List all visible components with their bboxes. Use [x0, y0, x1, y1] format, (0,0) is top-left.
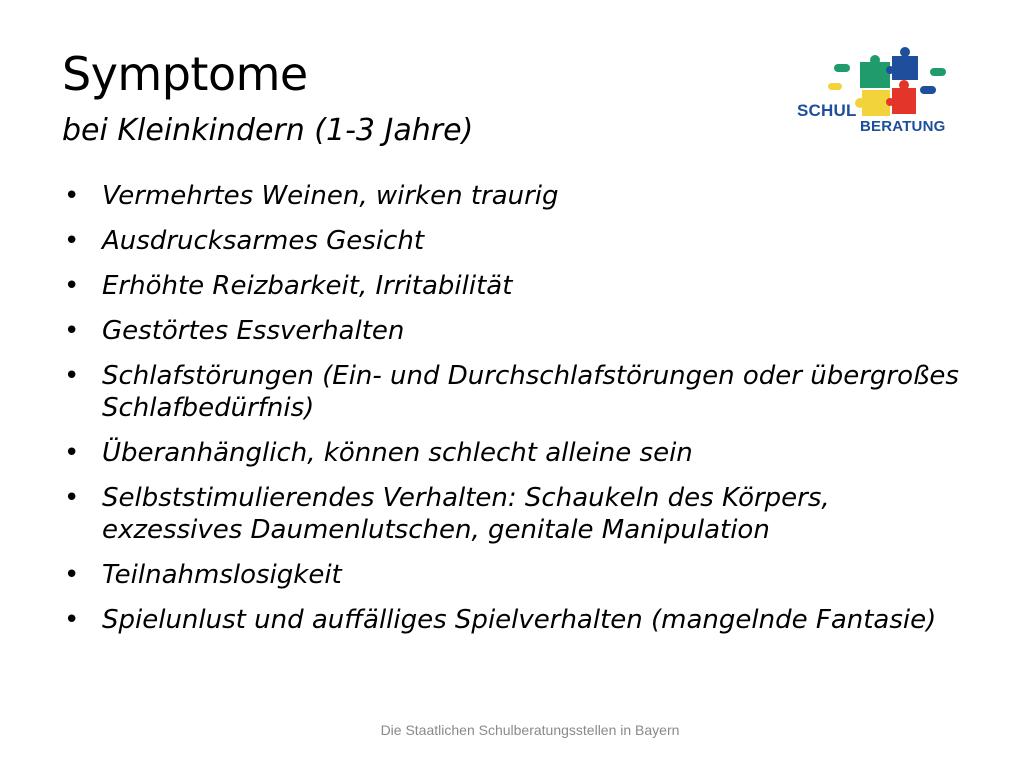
- list-item-text: Spielunlust und auffälliges Spielverhalten (mangelnde Fantasie): [102, 605, 937, 635]
- list-item-text: Schlafstörungen (Ein- und Durchschlafstörungen oder übergroßes Schlafbedürfnis): [102, 361, 959, 423]
- logo-text-beratung: BERATUNG: [860, 118, 946, 135]
- bullet-dot: •: [64, 226, 80, 256]
- list-item: [62, 360, 962, 424]
- logo-piece-blue: [892, 56, 918, 80]
- list-item: [62, 559, 962, 591]
- list-item-text: Gestörtes Essverhalten: [102, 316, 405, 346]
- logo-piece-green: [860, 62, 890, 88]
- slide-subtitle: bei Kleinkindern (1-3 Jahre): [62, 113, 474, 148]
- bullet-dot: •: [64, 605, 80, 635]
- bullet-dot: •: [64, 560, 80, 590]
- list-item-text: Überanhänglich, können schlecht alleine sein: [102, 438, 693, 468]
- bullet-dot: •: [64, 181, 80, 211]
- logo-piece-yellow: [862, 90, 890, 116]
- bullet-dot: •: [64, 361, 80, 391]
- list-item: [62, 225, 962, 257]
- logo-dash-green-right: [930, 68, 946, 76]
- bullet-dot: •: [64, 483, 80, 513]
- logo-text-schul: SCHUL: [797, 101, 857, 120]
- list-item-text: Vermehrtes Weinen, wirken traurig: [102, 181, 559, 211]
- logo-dash-yellow: [828, 83, 842, 90]
- logo-dash-green: [834, 64, 850, 72]
- schulberatung-logo: [790, 40, 970, 140]
- bullet-dot: •: [64, 438, 80, 468]
- slide-footer: Die Staatlichen Schulberatungsstellen in Bayern: [380, 722, 680, 738]
- list-item: [62, 482, 962, 546]
- list-item-text: Erhöhte Reizbarkeit, Irritabilität: [102, 271, 513, 301]
- list-item: [62, 180, 962, 212]
- list-item: [62, 437, 962, 469]
- list-item: [62, 315, 962, 347]
- bullet-dot: •: [64, 271, 80, 301]
- list-item: [62, 270, 962, 302]
- logo-dash-blue-right: [920, 86, 936, 94]
- symptom-list: [62, 180, 962, 649]
- list-item-text: Teilnahmslosigkeit: [102, 560, 342, 590]
- list-item-text: Ausdrucksarmes Gesicht: [102, 226, 425, 256]
- list-item: [62, 604, 962, 636]
- logo-piece-red: [892, 88, 916, 114]
- bullet-dot: •: [64, 316, 80, 346]
- slide-title: Symptome: [62, 47, 308, 101]
- list-item-text: Selbststimulierendes Verhalten: Schaukeln des Körpers, exzessives Daumenlutschen, genitale Manipulation: [102, 483, 830, 545]
